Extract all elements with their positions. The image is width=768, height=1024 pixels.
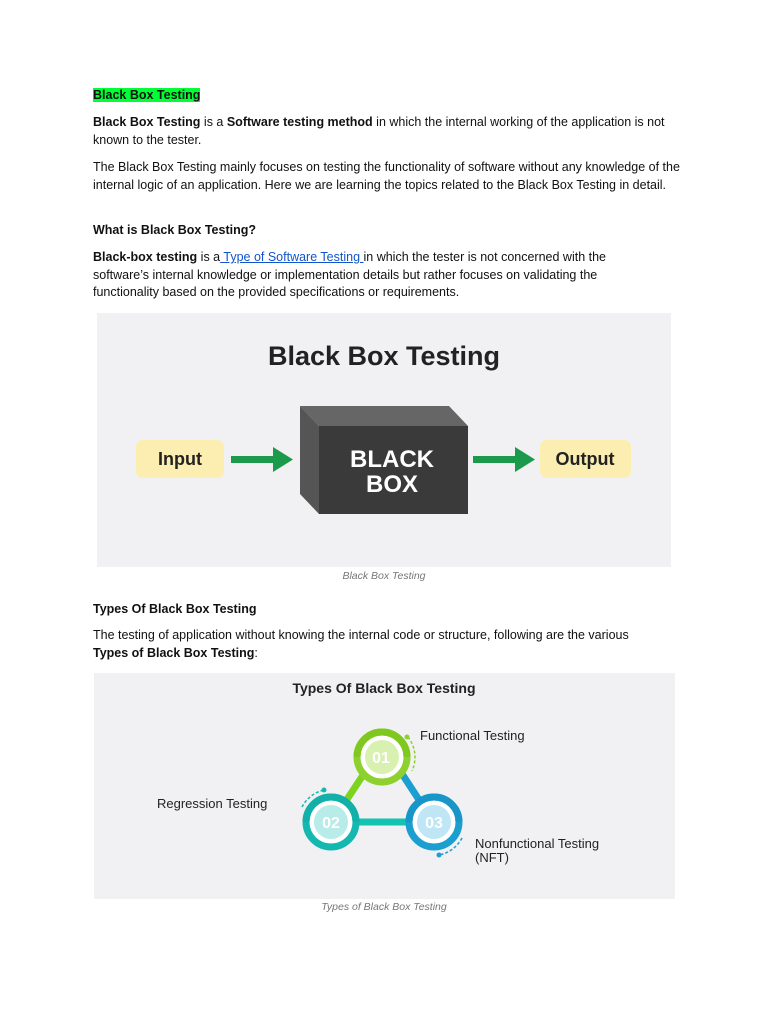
input-label: Input: [158, 449, 202, 469]
intro-term: Black Box Testing: [93, 115, 201, 129]
output-label: Output: [555, 449, 615, 469]
definition-is-a: is a: [197, 250, 221, 264]
figure2-caption: Types of Black Box Testing: [321, 901, 447, 913]
output-arrow: [473, 447, 535, 472]
nft-label: (NFT): [475, 850, 509, 865]
definition-paragraph: [93, 249, 633, 302]
input-arrow: [231, 447, 293, 472]
box-label-line1: BLACK: [350, 446, 434, 473]
functional-testing-label: Functional Testing: [420, 728, 525, 743]
black-box-diagram: [97, 313, 671, 567]
nonfunctional-testing-label: Nonfunctional Testing: [475, 836, 600, 851]
doc-title: [93, 87, 683, 105]
types-intro-end: :: [254, 645, 258, 660]
types-diagram: [94, 673, 675, 899]
node-01-label: 01: [372, 750, 390, 767]
box-label-line2: BOX: [365, 471, 419, 498]
types-figure: [94, 673, 675, 899]
definition-rest: in which the tester is not concerned with the software’s internal knowledge or implementation details but rather focuses on validating the functionality based on the provided specifications or requirements.: [93, 250, 606, 299]
focus-paragraph: The Black Box Testing mainly focuses on testing the functionality of software without any knowledge of the internal logic of an application. Here we are learning the topics related to the Black Box Testing in detail.: [93, 160, 680, 192]
types-intro-paragraph: [93, 627, 633, 662]
figure1-caption: Black Box Testing: [342, 570, 426, 582]
intro-method: Software testing method: [226, 115, 373, 129]
intro-rest: in which the internal working of the application is not known to the tester.: [93, 115, 665, 147]
figure1-title: Black Box Testing: [267, 341, 501, 371]
figure2-title: Types Of Black Box Testing: [292, 680, 476, 696]
definition-term: Black-box testing: [93, 250, 198, 264]
type-of-software-testing-link[interactable]: Type of Software Testing: [220, 250, 364, 264]
node-03-label: 03: [425, 815, 443, 832]
types-intro-bold: Types of Black Box Testing: [93, 645, 255, 660]
highlighted-title: Black Box Testing: [93, 88, 201, 102]
types-intro-text: The testing of application without knowing the internal code or structure, following are the various: [93, 628, 629, 642]
types-heading: Types Of Black Box Testing: [93, 602, 257, 616]
node-02-label: 02: [322, 815, 340, 832]
what-is-heading: What is Black Box Testing?: [93, 223, 256, 237]
intro-paragraph: [93, 114, 683, 149]
black-box-figure: [97, 313, 671, 567]
regression-testing-label: Regression Testing: [157, 796, 268, 811]
intro-is-a: is a: [200, 115, 227, 129]
